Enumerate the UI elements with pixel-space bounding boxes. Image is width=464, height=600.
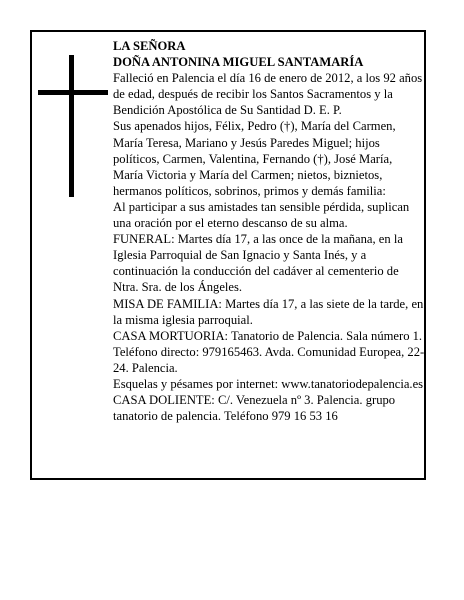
online-condolences: Esquelas y pésames por internet: www.tanatoriodepalencia.es bbox=[113, 376, 424, 391]
obituary-text bbox=[113, 38, 425, 424]
family-home-info: CASA DOLIENTE: C/. Venezuela nº 3. Palencia. grupo tanatorio de palencia. Teléfono 979 16 53 16 bbox=[113, 393, 396, 424]
deceased-name: DOÑA ANTONINA MIGUEL SANTAMARÍA bbox=[113, 55, 364, 70]
death-announcement: Falleció en Palencia el día 16 de enero de 2012, a los 92 años de edad, después de recibir los Santos Sacramentos y la Bendición Apostólica de Su Santidad D. E. P. bbox=[113, 71, 423, 118]
funeral-info: FUNERAL: Martes día 17, a las once de la mañana, en la Iglesia Parroquial de San Ignacio y Santa Inés, y a continuación la conducción del cadáver al cementerio de Ntra. Sra. de los Ángeles. bbox=[113, 232, 403, 295]
cross-vertical-bar bbox=[69, 55, 74, 197]
family-mass-info: MISA DE FAMILIA: Martes día 17, a las siete de la tarde, en la misma iglesia parroquial. bbox=[113, 296, 424, 327]
prayer-request: Al participar a sus amistades tan sensible pérdida, suplican una oración por el eterno descanso de su alma. bbox=[113, 199, 410, 231]
funeral-home-info: CASA MORTUORIA: Tanatorio de Palencia. Sala número 1. Teléfono directo: 979165463. Avda. Comunidad Europea, 22-24. Palencia. bbox=[113, 328, 425, 375]
obituary-title: LA SEÑORA bbox=[113, 39, 186, 53]
cross-icon bbox=[38, 55, 108, 197]
family-list: Sus apenados hijos, Félix, Pedro (†), María del Carmen, María Teresa, Mariano y Jesús Paredes Miguel; hijos políticos, Carmen, Valentina, Fernando (†), José María, María Victoria y María del Carmen; nietos, biznietos, hermanos políticos, sobrinos, primos y demás familia: bbox=[113, 119, 396, 198]
cross-horizontal-bar bbox=[38, 90, 108, 95]
